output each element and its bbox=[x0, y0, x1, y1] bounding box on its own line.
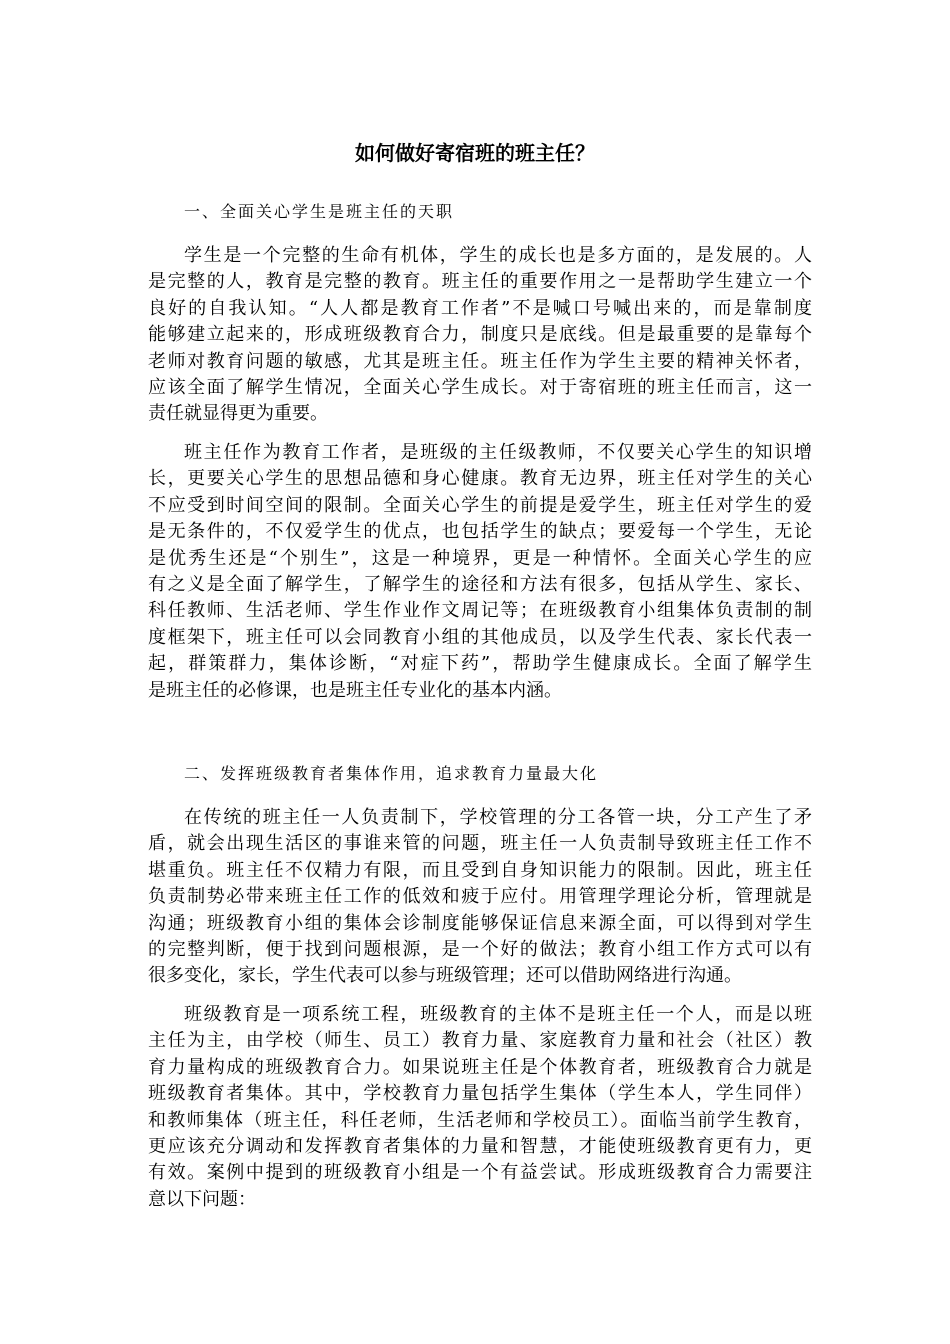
section-2-paragraph-1 bbox=[148, 805, 812, 990]
paragraph-line: 起，群策群力，集体诊断，“对症下药”，帮助学生健康成长。全面了解学生 bbox=[148, 653, 812, 675]
paragraph-line: 在传统的班主任一人负责制下，学校管理的分工各管一块，分工产生了矛 bbox=[184, 807, 812, 828]
paragraph-line: 责任就显得更为重要。 bbox=[148, 403, 328, 425]
paragraph-line: 盾，就会出现生活区的事谁来管的问题，班主任一人负责制导致班主任工作不 bbox=[148, 833, 812, 855]
section-1-paragraph-1 bbox=[148, 243, 812, 428]
paragraph-line: 有之义是全面了解学生，了解学生的途径和方法有很多，包括从学生、家长、 bbox=[148, 573, 812, 595]
paragraph-line: 班级教育是一项系统工程，班级教育的主体不是班主任一个人，而是以班 bbox=[184, 1004, 812, 1025]
paragraph-line: 长，更要关心学生的思想品德和身心健康。教育无边界，班主任对学生的关心 bbox=[148, 468, 812, 490]
paragraph-line: 很多变化，家长，学生代表可以参与班级管理；还可以借助网络进行沟通。 bbox=[148, 965, 742, 987]
paragraph-line: 是优秀生还是“个别生”，这是一种境界，更是一种情怀。全面关心学生的应 bbox=[148, 547, 812, 569]
paragraph-line: 是完整的人，教育是完整的教育。班主任的重要作用之一是帮助学生建立一个 bbox=[148, 271, 812, 293]
paragraph-line: 科任教师、生活老师、学生作业作文周记等；在班级教育小组集体负责制的制 bbox=[148, 600, 812, 622]
paragraph-line: 应该全面了解学生情况，全面关心学生成长。对于寄宿班的班主任而言，这一 bbox=[148, 376, 812, 398]
paragraph-line: 班级教育者集体。其中，学校教育力量包括学生集体（学生本人，学生同伴） bbox=[148, 1083, 812, 1105]
paragraph-line: 不应受到时间空间的限制。全面关心学生的前提是爱学生，班主任对学生的爱 bbox=[148, 494, 812, 516]
section-2-paragraph-2 bbox=[148, 1002, 812, 1213]
paragraph-line: 沟通；班级教育小组的集体会诊制度能够保证信息来源全面，可以得到对学生 bbox=[148, 912, 812, 934]
paragraph-line: 负责制势必带来班主任工作的低效和疲于应付。用管理学理论分析，管理就是 bbox=[148, 886, 812, 908]
paragraph-line: 是无条件的，不仅爱学生的优点，也包括学生的缺点；要爱每一个学生，无论 bbox=[148, 521, 812, 543]
paragraph-line: 良好的自我认知。“人人都是教育工作者”不是喊口号喊出来的，而是靠制度 bbox=[148, 297, 812, 319]
paragraph-line: 度框架下，班主任可以会同教育小组的其他成员，以及学生代表、家长代表一 bbox=[148, 626, 812, 648]
section-2-heading: 二、发挥班级教育者集体作用，追求教育力量最大化 bbox=[184, 764, 599, 783]
paragraph-line: 是班主任的必修课，也是班主任专业化的基本内涵。 bbox=[148, 679, 562, 701]
document-title: 如何做好寄宿班的班主任？ bbox=[355, 141, 595, 165]
paragraph-line: 主任为主，由学校（师生、员工）教育力量、家庭教育力量和社会（社区）教 bbox=[148, 1030, 812, 1052]
paragraph-line: 堪重负。班主任不仅精力有限，而且受到自身知识能力的限制。因此，班主任 bbox=[148, 859, 812, 881]
paragraph-line: 有效。案例中提到的班级教育小组是一个有益尝试。形成班级教育合力需要注 bbox=[148, 1162, 812, 1184]
paragraph-line: 育力量构成的班级教育合力。如果说班主任是个体教育者，班级教育合力就是 bbox=[148, 1056, 812, 1078]
paragraph-line: 意以下问题： bbox=[148, 1188, 256, 1210]
section-1-paragraph-2 bbox=[148, 440, 812, 704]
paragraph-line: 更应该充分调动和发挥教育者集体的力量和智慧，才能使班级教育更有力，更 bbox=[148, 1135, 812, 1157]
paragraph-line: 和教师集体（班主任，科任老师，生活老师和学校员工）。面临当前学生教育， bbox=[148, 1109, 812, 1131]
paragraph-line: 的完整判断，便于找到问题根源，是一个好的做法；教育小组工作方式可以有 bbox=[148, 938, 812, 960]
paragraph-line: 学生是一个完整的生命有机体，学生的成长也是多方面的，是发展的。人 bbox=[184, 245, 812, 266]
section-1-heading: 一、全面关心学生是班主任的天职 bbox=[184, 202, 455, 221]
paragraph-line: 老师对教育问题的敏感，尤其是班主任。班主任作为学生主要的精神关怀者， bbox=[148, 350, 812, 372]
paragraph-line: 班主任作为教育工作者，是班级的主任级教师，不仅要关心学生的知识增 bbox=[184, 442, 812, 463]
paragraph-line: 能够建立起来的，形成班级教育合力，制度只是底线。但是最重要的是靠每个 bbox=[148, 324, 812, 346]
